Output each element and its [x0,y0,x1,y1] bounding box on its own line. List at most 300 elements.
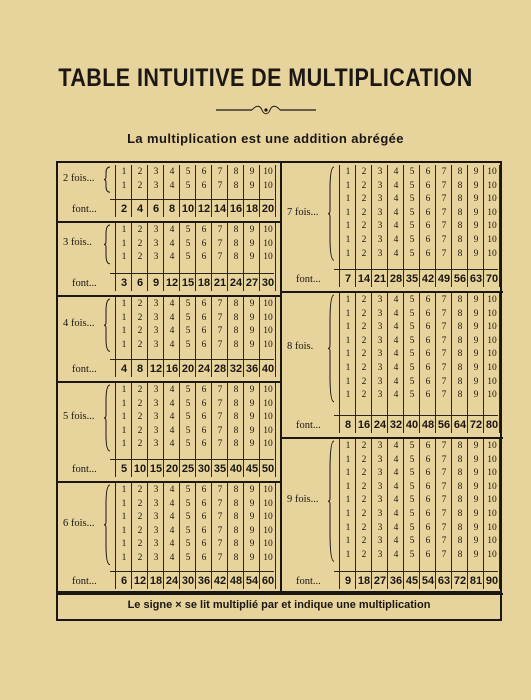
row-value: 9 [473,536,479,547]
row-value: 8 [457,322,463,333]
row-value: 6 [201,326,207,337]
row-value: 6 [201,238,207,249]
result-value: 40 [229,463,243,475]
result-value: 12 [197,203,211,215]
row-value: 6 [201,312,207,323]
row-value: 1 [345,180,351,191]
multiplier-label: 3 fois.. [63,237,92,249]
row-value: 10 [487,180,497,191]
row-value: 10 [487,468,497,479]
result-value: 8 [344,419,352,431]
row-value: 3 [153,553,159,563]
result-value: 90 [485,575,499,587]
table-block [281,163,503,293]
row-value: 5 [185,312,191,323]
row-value: 5 [185,339,191,350]
row-value: 10 [487,335,497,346]
result-value: 21 [373,273,387,285]
brace-icon [104,224,112,265]
row-value: 4 [169,225,175,235]
result-value: 20 [165,463,179,475]
row-value: 4 [393,180,399,191]
multiplier-label: 6 fois... [63,517,95,529]
row-value: 5 [185,398,191,409]
row-value: 3 [153,385,159,395]
row-value: 7 [441,248,447,259]
row-value: 8 [233,485,239,495]
row-value: 9 [249,439,255,450]
row-value: 8 [457,390,463,401]
row-value: 6 [425,454,431,465]
row-value: 3 [377,536,383,547]
table-block [58,481,280,595]
result-value: 8 [168,203,176,215]
row-value: 8 [457,549,463,560]
result-value: 30 [181,575,195,587]
row-value: 3 [153,425,159,436]
row-value: 3 [377,522,383,533]
row-value: 6 [201,398,207,409]
row-value: 3 [153,412,159,423]
row-value: 9 [473,207,479,218]
row-value: 1 [345,441,351,451]
row-value: 9 [249,225,255,235]
row-value: 8 [233,225,239,235]
row-value: 2 [361,468,367,479]
row-value: 9 [473,221,479,232]
row-value: 6 [425,167,431,177]
row-value: 1 [345,363,351,373]
row-value: 5 [409,481,415,492]
row-value: 3 [153,512,159,523]
row-value: 3 [377,308,383,319]
row-value: 5 [409,235,415,245]
row-value: 2 [361,194,367,205]
row-value: 5 [185,439,191,450]
row-value: 5 [409,349,415,360]
row-value: 7 [217,326,223,337]
result-value: 16 [165,363,179,375]
row-value: 6 [425,194,431,205]
row-value: 9 [249,180,255,191]
result-value: 30 [261,277,275,289]
brace-icon [104,166,112,193]
row-value: 1 [121,553,127,563]
row-value: 3 [153,167,159,177]
row-value: 5 [185,238,191,249]
row-value: 9 [249,385,255,395]
row-value: 10 [487,481,497,492]
result-value: 20 [261,203,275,215]
row-value: 3 [377,167,383,177]
row-value: 2 [361,335,367,346]
row-value: 9 [473,454,479,465]
row-value: 3 [153,539,159,550]
row-value: 3 [153,225,159,235]
row-value: 3 [377,322,383,333]
row-value: 2 [137,225,143,235]
row-value: 9 [473,363,479,373]
row-value: 6 [425,295,431,305]
row-value: 4 [169,339,175,350]
row-value: 9 [249,252,255,263]
result-value: 42 [421,273,435,285]
row-value: 6 [425,180,431,191]
row-value: 9 [249,238,255,249]
row-value: 2 [361,180,367,191]
table-block [58,163,280,223]
row-value: 5 [409,180,415,191]
row-value: 10 [487,509,497,519]
row-value: 5 [409,522,415,533]
row-value: 4 [169,412,175,423]
row-value: 6 [425,376,431,387]
row-value: 5 [185,326,191,337]
row-value: 8 [233,512,239,523]
row-value: 7 [217,485,223,495]
row-value: 3 [377,194,383,205]
row-value: 3 [377,235,383,245]
row-value: 2 [137,512,143,523]
row-value: 8 [457,376,463,387]
result-value: 49 [437,273,451,285]
row-value: 8 [233,252,239,263]
row-value: 9 [249,167,255,177]
row-value: 2 [137,425,143,436]
row-value: 8 [457,481,463,492]
row-value: 9 [473,295,479,305]
row-value: 6 [425,468,431,479]
row-value: 5 [409,376,415,387]
result-value: 5 [120,463,128,475]
font-label: font... [72,278,97,289]
row-value: 8 [233,425,239,436]
row-value: 8 [233,167,239,177]
row-value: 5 [409,335,415,346]
row-value: 10 [487,522,497,533]
font-label: font... [296,274,321,285]
row-value: 1 [345,390,351,401]
result-value: 20 [181,363,195,375]
result-value: 24 [197,363,211,375]
result-value: 6 [136,277,144,289]
result-value: 35 [405,273,419,285]
row-value: 5 [409,509,415,519]
row-value: 9 [249,312,255,323]
result-value: 25 [181,463,195,475]
row-value: 4 [169,398,175,409]
row-value: 5 [185,525,191,536]
row-value: 7 [217,412,223,423]
row-value: 10 [487,194,497,205]
row-value: 8 [457,167,463,177]
row-value: 1 [121,180,127,191]
row-value: 5 [409,308,415,319]
row-value: 6 [201,225,207,235]
row-value: 4 [393,295,399,305]
row-value: 2 [361,441,367,451]
row-value: 7 [441,322,447,333]
row-value: 4 [393,194,399,205]
row-value: 10 [263,412,273,423]
row-value: 3 [377,390,383,401]
row-value: 7 [441,180,447,191]
row-value: 7 [441,454,447,465]
row-value: 5 [185,512,191,523]
row-value: 2 [361,536,367,547]
row-value: 7 [217,167,223,177]
font-label: font... [72,204,97,215]
row-value: 7 [441,522,447,533]
row-value: 1 [121,412,127,423]
row-value: 2 [137,398,143,409]
row-value: 8 [233,498,239,509]
row-value: 7 [441,363,447,373]
result-value: 24 [373,419,387,431]
result-value: 70 [485,273,499,285]
sum-bar [110,273,274,274]
row-value: 3 [377,509,383,519]
result-value: 18 [197,277,211,289]
sum-bar [334,571,498,572]
result-value: 56 [437,419,451,431]
row-value: 5 [185,553,191,563]
row-value: 6 [425,335,431,346]
row-value: 8 [233,326,239,337]
result-value: 32 [229,363,243,375]
result-value: 14 [357,273,371,285]
row-value: 9 [473,349,479,360]
row-value: 7 [441,221,447,232]
result-value: 7 [344,273,352,285]
row-value: 10 [263,539,273,550]
row-value: 6 [425,536,431,547]
row-value: 10 [263,312,273,323]
left-column [58,163,281,595]
row-value: 10 [263,512,273,523]
row-value: 4 [393,376,399,387]
brace-icon [104,298,112,352]
row-value: 3 [153,485,159,495]
table-block [58,221,280,297]
row-value: 1 [345,468,351,479]
row-value: 5 [409,441,415,451]
table-block [281,291,503,439]
sum-bar [110,459,274,460]
row-value: 6 [425,248,431,259]
row-value: 7 [217,539,223,550]
row-value: 8 [233,439,239,450]
result-value: 48 [229,575,243,587]
row-value: 2 [137,326,143,337]
row-value: 1 [345,207,351,218]
row-value: 3 [377,454,383,465]
row-value: 8 [457,468,463,479]
row-value: 4 [393,468,399,479]
row-value: 5 [185,167,191,177]
row-value: 8 [457,363,463,373]
row-value: 9 [473,509,479,519]
row-value: 6 [201,485,207,495]
row-value: 5 [409,221,415,232]
result-value: 42 [213,575,227,587]
row-value: 3 [377,363,383,373]
row-value: 1 [121,398,127,409]
row-value: 7 [217,553,223,563]
row-value: 8 [457,536,463,547]
row-value: 9 [249,326,255,337]
row-value: 1 [345,549,351,560]
row-value: 2 [137,385,143,395]
result-value: 36 [245,363,259,375]
row-value: 6 [425,495,431,506]
row-value: 7 [441,495,447,506]
row-value: 7 [217,525,223,536]
row-value: 2 [137,339,143,350]
row-value: 8 [457,207,463,218]
row-value: 6 [201,553,207,563]
row-value: 2 [137,485,143,495]
row-value: 10 [487,221,497,232]
row-value: 8 [457,194,463,205]
row-value: 5 [185,180,191,191]
row-value: 8 [233,312,239,323]
row-value: 7 [217,339,223,350]
row-value: 1 [121,498,127,509]
row-value: 7 [441,376,447,387]
row-value: 3 [377,376,383,387]
result-value: 32 [389,419,403,431]
result-value: 27 [245,277,259,289]
row-value: 1 [121,525,127,536]
multiplier-label: 8 fois. [287,341,314,353]
row-value: 3 [153,498,159,509]
font-label: font... [296,420,321,431]
row-value: 1 [121,539,127,550]
row-value: 2 [361,308,367,319]
table-block [281,437,503,595]
row-value: 3 [153,299,159,309]
row-value: 4 [169,553,175,563]
row-value: 10 [263,485,273,495]
row-value: 9 [473,441,479,451]
result-value: 24 [229,277,243,289]
row-value: 9 [473,235,479,245]
row-value: 4 [393,495,399,506]
result-value: 36 [197,575,211,587]
row-value: 6 [425,207,431,218]
row-value: 10 [263,180,273,191]
row-value: 10 [263,385,273,395]
row-value: 6 [201,498,207,509]
row-value: 2 [361,376,367,387]
row-value: 5 [409,248,415,259]
row-value: 4 [169,312,175,323]
row-value: 9 [473,322,479,333]
row-value: 1 [345,509,351,519]
row-value: 7 [441,536,447,547]
row-value: 8 [233,238,239,249]
row-value: 2 [361,481,367,492]
row-value: 4 [169,539,175,550]
row-value: 5 [409,363,415,373]
row-value: 10 [263,339,273,350]
row-value: 2 [137,412,143,423]
row-value: 9 [473,522,479,533]
result-value: 28 [213,363,227,375]
row-value: 2 [361,349,367,360]
row-value: 3 [153,339,159,350]
row-value: 3 [153,525,159,536]
row-value: 1 [345,522,351,533]
row-value: 1 [121,225,127,235]
page-subtitle: La multiplication est une addition abrégée [127,131,404,146]
row-value: 10 [263,425,273,436]
brace-icon [328,440,336,562]
row-value: 5 [409,549,415,560]
row-value: 9 [249,339,255,350]
result-value: 18 [149,575,163,587]
row-value: 2 [361,207,367,218]
result-value: 9 [344,575,352,587]
row-value: 10 [487,495,497,506]
row-value: 1 [121,299,127,309]
row-value: 1 [121,385,127,395]
row-value: 1 [345,335,351,346]
row-value: 1 [121,339,127,350]
row-value: 2 [361,221,367,232]
result-value: 40 [405,419,419,431]
sum-bar [334,269,498,270]
row-value: 8 [233,180,239,191]
row-value: 9 [249,553,255,563]
row-value: 6 [201,339,207,350]
row-value: 6 [201,439,207,450]
row-value: 10 [263,525,273,536]
row-value: 6 [201,539,207,550]
row-value: 6 [425,363,431,373]
row-value: 4 [393,349,399,360]
row-value: 2 [361,549,367,560]
row-value: 2 [361,167,367,177]
row-value: 3 [377,468,383,479]
row-value: 7 [441,194,447,205]
row-value: 2 [361,322,367,333]
row-value: 7 [217,225,223,235]
row-value: 8 [233,553,239,563]
row-value: 1 [345,454,351,465]
row-value: 9 [249,539,255,550]
result-value: 12 [165,277,179,289]
row-value: 4 [169,485,175,495]
table-block [58,295,280,383]
row-value: 4 [393,549,399,560]
row-value: 5 [409,536,415,547]
row-value: 2 [361,509,367,519]
row-value: 2 [137,167,143,177]
result-value: 10 [181,203,195,215]
row-value: 4 [393,335,399,346]
row-value: 10 [487,167,497,177]
row-value: 5 [409,207,415,218]
result-value: 54 [245,575,259,587]
row-value: 1 [121,312,127,323]
sum-bar [110,359,274,360]
row-value: 10 [263,439,273,450]
row-value: 3 [377,481,383,492]
result-value: 16 [357,419,371,431]
page-title: TABLE INTUITIVE DE MULTIPLICATION [58,64,473,92]
